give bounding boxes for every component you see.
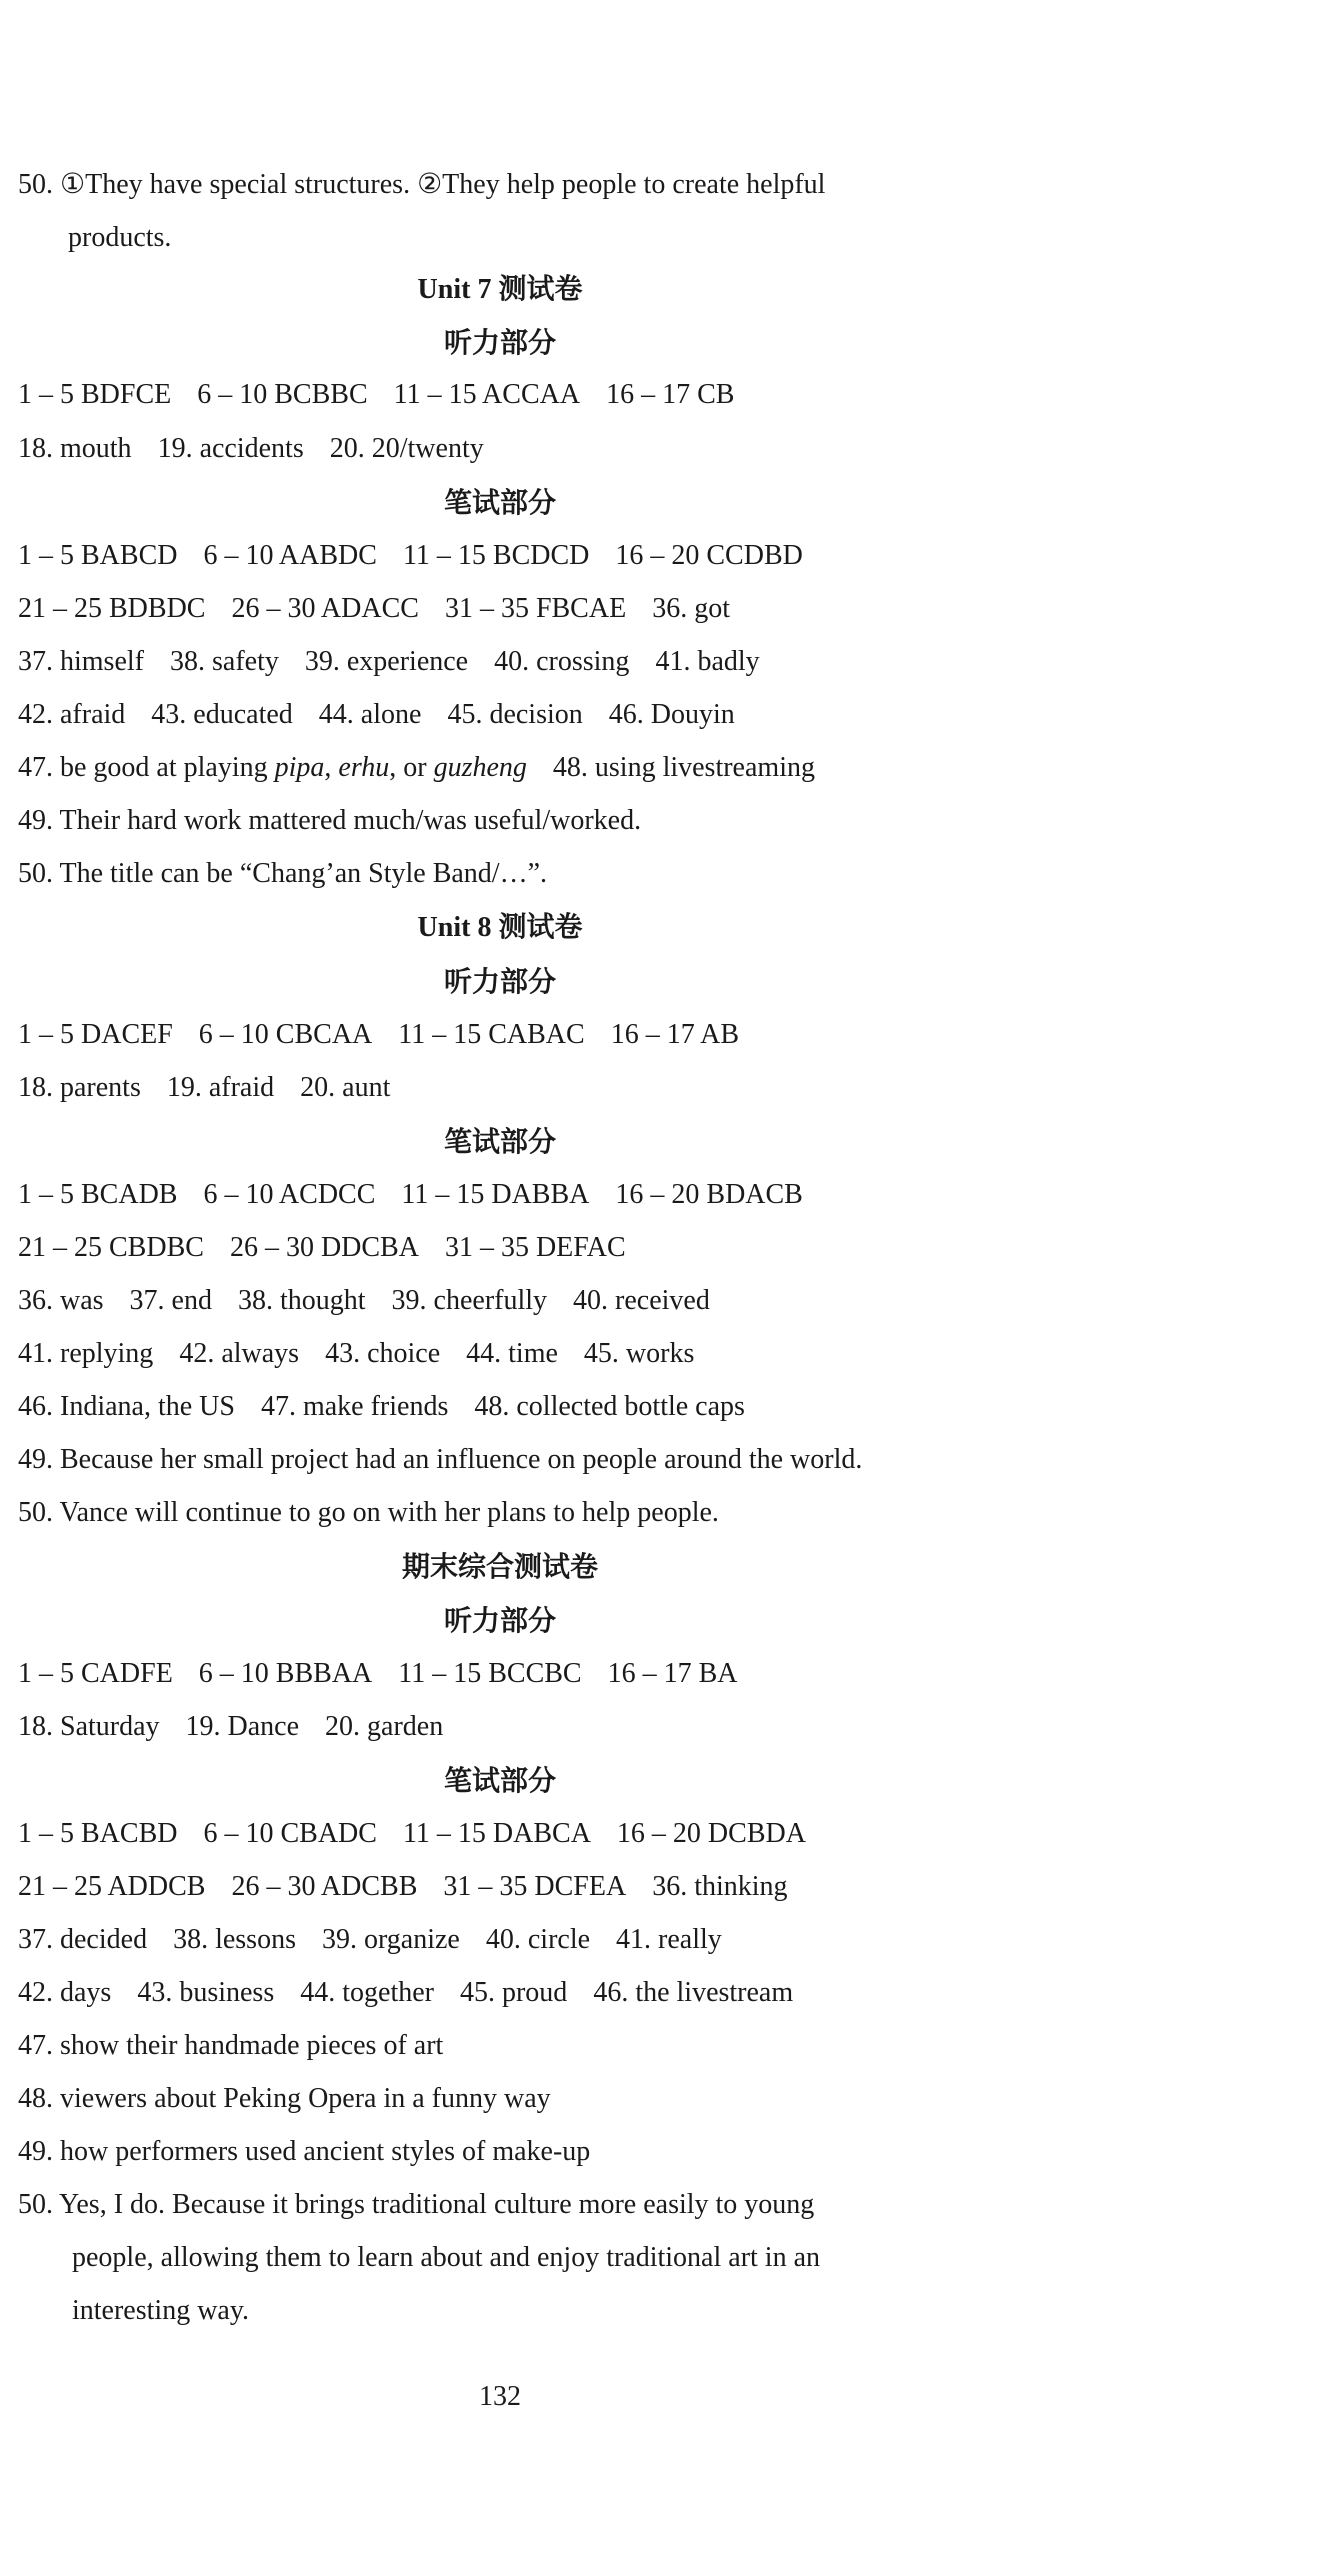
unit8-l-g1: 1 – 5 DACEF — [18, 1019, 173, 1050]
unit8-w-a50: 50. Vance will continue to go on with her plans to help people. — [18, 1497, 719, 1528]
unit7-w-a38: 38. safety — [170, 646, 279, 677]
final-w-a50-line3: interesting way. — [72, 2295, 250, 2326]
final-written-row2 — [18, 1870, 788, 1904]
unit8-title: Unit 8 测试卷 — [417, 912, 583, 943]
final-l-a19: 19. Dance — [185, 1711, 300, 1742]
final-w-a50-line2: people, allowing them to learn about and enjoy traditional art in an — [72, 2242, 821, 2273]
unit7-listening-row2 — [18, 432, 484, 466]
unit8-written-row3 — [18, 1284, 710, 1318]
unit8-l-a20: 20. aunt — [300, 1072, 391, 1103]
final-w-g1: 1 – 5 BACBD — [18, 1818, 178, 1849]
unit7-w-g7: 31 – 35 FBCAE — [444, 593, 627, 624]
unit8-w-a48: 48. collected bottle caps — [474, 1391, 745, 1422]
final-l-g2: 6 – 10 BBBAA — [198, 1658, 373, 1689]
final-w-g7: 31 – 35 DCFEA — [443, 1871, 627, 1902]
unit8-l-g4: 16 – 17 AB — [610, 1019, 740, 1050]
unit7-w-g4: 16 – 20 CCDBD — [615, 540, 803, 571]
unit7-listening-header: 听力部分 — [443, 326, 556, 359]
unit7-w-a47-sep1: , — [324, 752, 339, 783]
prev-q50-line1: 50. ①They have special structures. ②They help people to create helpful — [18, 169, 826, 200]
final-w-a40: 40. circle — [485, 1924, 591, 1955]
unit7-w-a47-erhu: erhu — [338, 752, 390, 783]
final-written-header: 笔试部分 — [443, 1764, 556, 1797]
unit8-l-a18: 18. parents — [18, 1072, 141, 1103]
unit7-l-a20: 20. 20/twenty — [329, 433, 484, 464]
final-w-g4: 16 – 20 DCBDA — [616, 1818, 806, 1849]
unit8-w-a37: 37. end — [129, 1285, 212, 1316]
unit8-listening-row2 — [18, 1071, 390, 1105]
final-w-a44: 44. together — [300, 1977, 434, 2008]
unit8-w-g6: 26 – 30 DDCBA — [229, 1232, 419, 1263]
final-w-a49: 49. how performers used ancient styles of make-up — [18, 2136, 591, 2167]
unit7-written-row1 — [18, 539, 803, 573]
unit8-w-a43: 43. choice — [325, 1338, 441, 1369]
unit8-written-row4 — [18, 1337, 694, 1371]
unit8-w-a42: 42. always — [179, 1338, 300, 1369]
final-w-a43: 43. business — [137, 1977, 275, 2008]
final-w-a41: 41. really — [616, 1924, 722, 1955]
final-w-g6: 26 – 30 ADCBB — [231, 1871, 418, 1902]
final-w-a37: 37. decided — [18, 1924, 148, 1955]
unit8-w-g4: 16 – 20 BDACB — [615, 1179, 803, 1210]
final-written-row3 — [18, 1923, 722, 1957]
unit8-w-a38: 38. thought — [237, 1285, 366, 1316]
unit7-w-a37: 37. himself — [18, 646, 144, 677]
final-l-g1: 1 – 5 CADFE — [18, 1658, 173, 1689]
final-written-row1 — [18, 1817, 806, 1851]
final-listening-row2 — [18, 1710, 443, 1744]
unit7-w-a36: 36. got — [652, 593, 730, 624]
final-w-a45: 45. proud — [459, 1977, 568, 2008]
unit8-w-a49: 49. Because her small project had an influence on people around the world. — [18, 1444, 863, 1475]
unit7-w-a47-guzheng: guzheng — [433, 752, 527, 783]
final-listening-row1 — [18, 1657, 738, 1691]
unit7-w-g6: 26 – 30 ADACC — [231, 593, 419, 624]
final-w-a48: 48. viewers about Peking Opera in a funny way — [18, 2083, 551, 2114]
final-w-g2: 6 – 10 CBADC — [203, 1818, 377, 1849]
page-number: 132 — [479, 2381, 521, 2412]
final-w-a38: 38. lessons — [173, 1924, 296, 1955]
final-w-a47: 47. show their handmade pieces of art — [18, 2030, 444, 2061]
unit7-w-a45: 45. decision — [447, 699, 583, 730]
unit7-w-a50: 50. The title can be “Chang’an Style Band/…”. — [18, 858, 548, 889]
unit7-w-a39: 39. experience — [304, 646, 469, 677]
unit7-w-g1: 1 – 5 BABCD — [18, 540, 178, 571]
unit8-w-g7: 31 – 35 DEFAC — [444, 1232, 626, 1263]
final-w-a39: 39. organize — [321, 1924, 460, 1955]
unit8-l-g2: 6 – 10 CBCAA — [198, 1019, 373, 1050]
unit8-w-g5: 21 – 25 CBDBC — [18, 1232, 204, 1263]
unit8-listening-header: 听力部分 — [443, 965, 556, 998]
unit8-w-a47: 47. make friends — [260, 1391, 449, 1422]
unit8-l-g3: 11 – 15 CABAC — [398, 1019, 585, 1050]
final-w-g3: 11 – 15 DABCA — [402, 1818, 591, 1849]
final-w-a46: 46. the livestream — [593, 1977, 794, 2008]
unit7-written-row3 — [18, 645, 760, 679]
unit7-l-g4: 16 – 17 CB — [606, 379, 735, 410]
final-l-a20: 20. garden — [325, 1711, 444, 1742]
unit8-w-a36: 36. was — [18, 1285, 104, 1316]
final-written-row4 — [18, 1976, 793, 2010]
unit8-w-a44: 44. time — [466, 1338, 558, 1369]
unit7-w-a47-prefix: 47. be good at playing — [18, 752, 275, 783]
unit7-w-a48: 48. using livestreaming — [552, 752, 815, 783]
unit7-w-a46: 46. Douyin — [608, 699, 735, 730]
final-title: 期末综合测试卷 — [401, 1550, 598, 1583]
unit8-listening-row1 — [18, 1018, 739, 1052]
unit7-w-g5: 21 – 25 BDBDC — [18, 593, 206, 624]
unit7-w-a42: 42. afraid — [18, 699, 126, 730]
final-listening-header: 听力部分 — [443, 1604, 556, 1637]
unit7-l-g2: 6 – 10 BCBBC — [197, 379, 368, 410]
unit7-title: Unit 7 测试卷 — [417, 274, 583, 305]
unit8-written-row5 — [18, 1390, 745, 1424]
final-l-g3: 11 – 15 BCCBC — [398, 1658, 582, 1689]
unit7-w-a47-sep2: , or — [389, 752, 434, 783]
unit8-written-header: 笔试部分 — [443, 1125, 556, 1158]
unit7-written-row4 — [18, 698, 735, 732]
unit8-w-a40: 40. received — [573, 1285, 710, 1316]
unit7-l-a18: 18. mouth — [18, 433, 132, 464]
final-w-a50-line1: 50. Yes, I do. Because it brings traditional culture more easily to young — [18, 2189, 815, 2220]
unit7-listening-row1 — [18, 378, 734, 412]
unit7-written-row5 — [18, 751, 815, 785]
unit7-w-a43: 43. educated — [151, 699, 293, 730]
final-l-g4: 16 – 17 BA — [607, 1658, 738, 1689]
unit7-w-g2: 6 – 10 AABDC — [203, 540, 377, 571]
unit7-l-a19: 19. accidents — [157, 433, 304, 464]
unit7-w-a41: 41. badly — [655, 646, 760, 677]
final-w-a36: 36. thinking — [652, 1871, 788, 1902]
unit7-written-header: 笔试部分 — [443, 486, 556, 519]
unit8-w-g1: 1 – 5 BCADB — [18, 1179, 178, 1210]
unit8-written-row2 — [18, 1231, 626, 1265]
unit8-w-a46: 46. Indiana, the US — [18, 1391, 235, 1422]
unit8-w-g3: 11 – 15 DABBA — [401, 1179, 590, 1210]
unit8-l-a19: 19. afraid — [166, 1072, 275, 1103]
unit8-w-a39: 39. cheerfully — [391, 1285, 548, 1316]
unit7-w-g3: 11 – 15 BCDCD — [402, 540, 590, 571]
unit7-w-a44: 44. alone — [318, 699, 422, 730]
unit8-w-a41: 41. replying — [18, 1338, 154, 1369]
final-w-a42: 42. days — [18, 1977, 112, 2008]
unit7-w-a47-pipa: pipa — [274, 752, 325, 783]
prev-q50-line2: products. — [68, 222, 172, 253]
final-w-g5: 21 – 25 ADDCB — [18, 1871, 206, 1902]
unit7-w-a40: 40. crossing — [494, 646, 630, 677]
unit7-w-a49: 49. Their hard work mattered much/was useful/worked. — [18, 805, 642, 836]
unit7-l-g3: 11 – 15 ACCAA — [393, 379, 581, 410]
unit8-w-g2: 6 – 10 ACDCC — [203, 1179, 376, 1210]
unit8-w-a45: 45. works — [583, 1338, 695, 1369]
final-l-a18: 18. Saturday — [18, 1711, 160, 1742]
unit8-written-row1 — [18, 1178, 803, 1212]
unit7-written-row2 — [18, 592, 730, 626]
unit7-l-g1: 1 – 5 BDFCE — [18, 379, 172, 410]
